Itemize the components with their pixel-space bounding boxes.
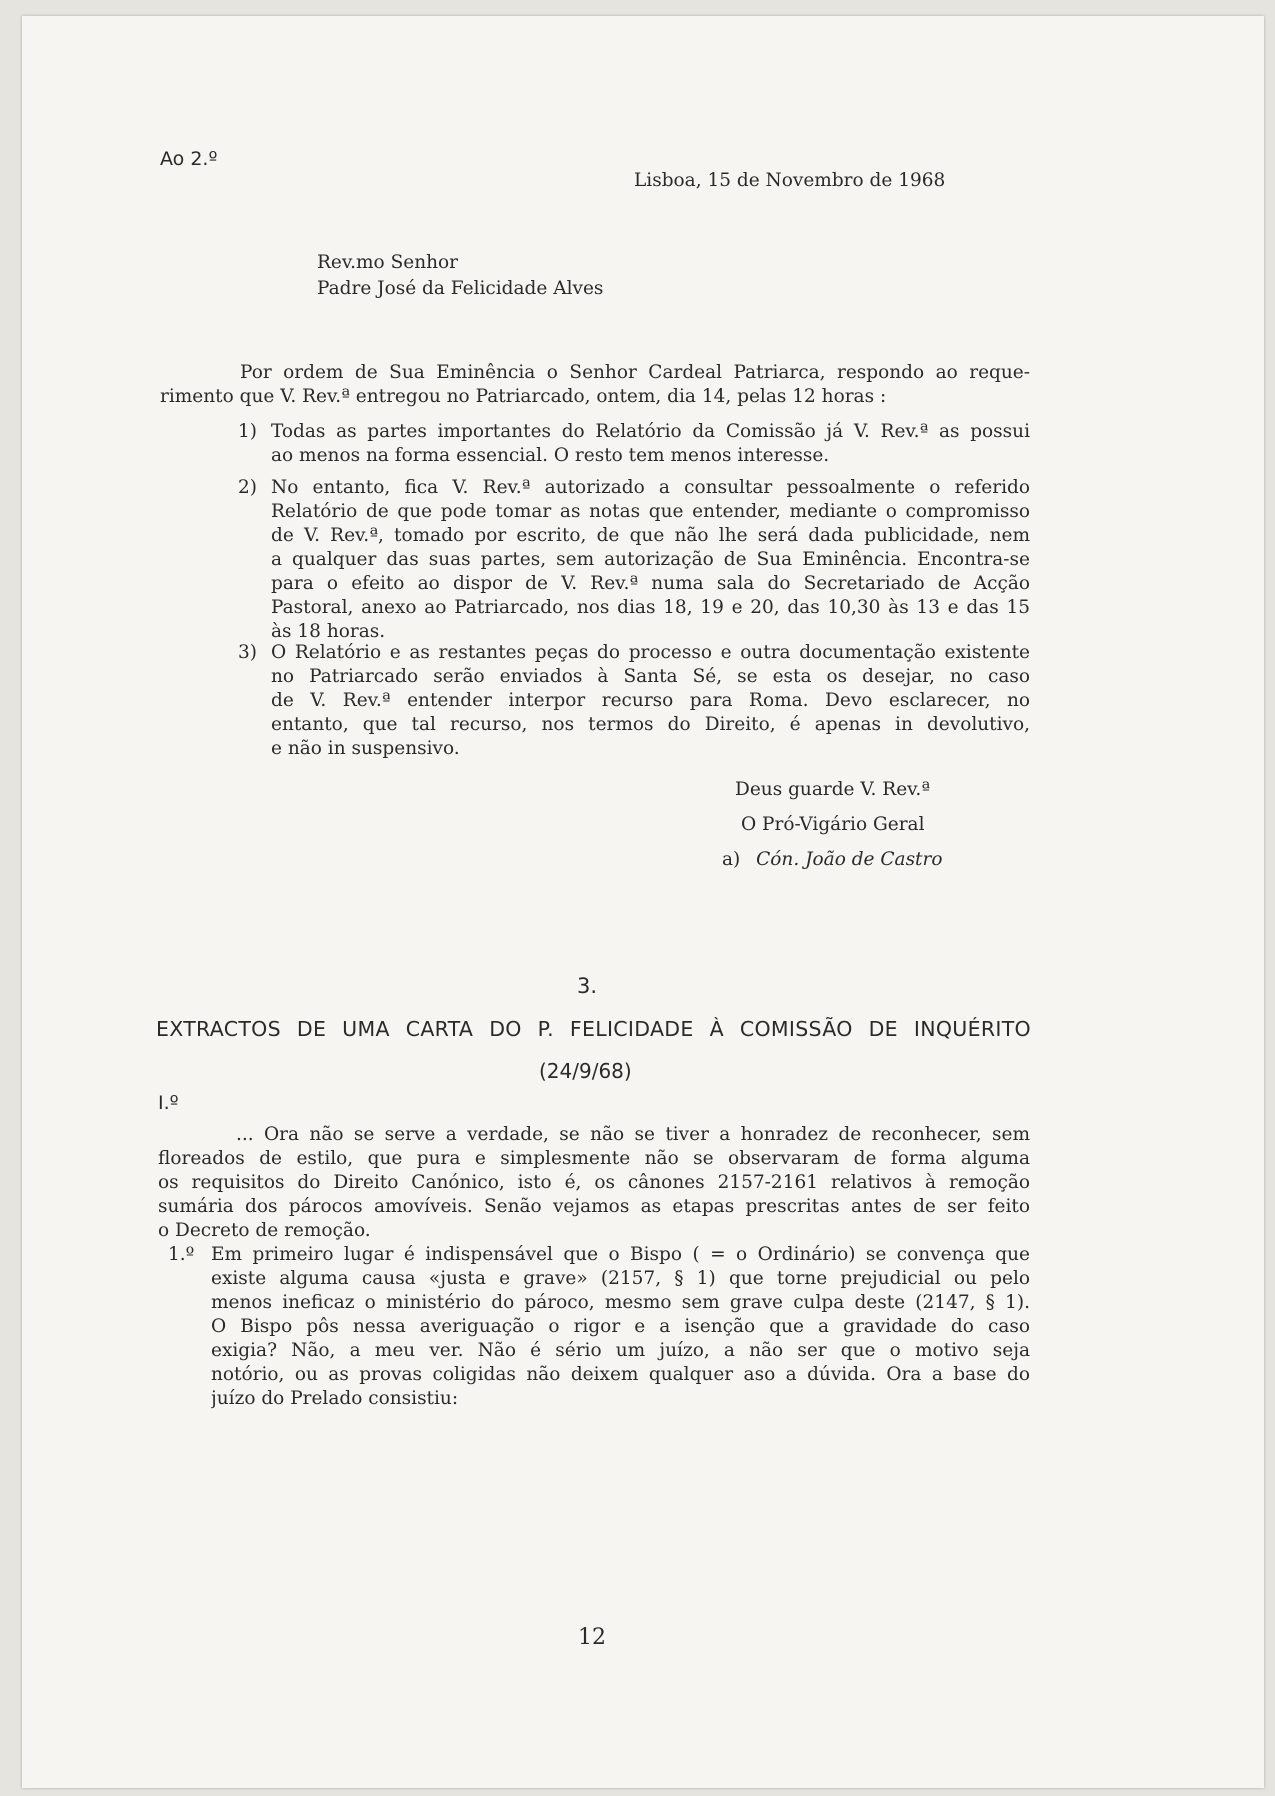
- text-line: no Patriarcado serão enviados à Santa Sé, se esta os desejar, no caso: [271, 666, 1030, 687]
- text-line: floreados de estilo, que pura e simplesmente não se observaram de forma alguma: [158, 1148, 1030, 1169]
- signature-prefix: a): [722, 849, 741, 870]
- section-paragraph: [158, 1123, 1030, 1243]
- text-line: Em primeiro lugar é indispensável que o Bispo ( = o Ordinário) se convença que: [211, 1244, 1030, 1265]
- text-line: a qualquer das suas partes, sem autorização de Sua Eminência. Encontra-se: [271, 549, 1030, 570]
- letter-intro: [160, 361, 1030, 409]
- text-line: entanto, que tal recurso, nos termos do Direito, é apenas in devolutivo,: [271, 714, 1030, 735]
- section-number: 3.: [577, 974, 598, 998]
- addressee-line1: Rev.mo Senhor: [317, 252, 459, 273]
- text-line: de V. Rev.ª entender interpor recurso para Roma. Devo esclarecer, no: [271, 690, 1030, 711]
- text-line: Relatório de que pode tomar as notas que entender, mediante o compromisso: [271, 501, 1030, 522]
- text-line: ao menos na forma essencial. O resto tem menos interesse.: [271, 445, 830, 466]
- addressee-line2: Padre José da Felicidade Alves: [317, 278, 604, 299]
- closing-line1: Deus guarde V. Rev.ª: [735, 779, 931, 800]
- text-line: O Bispo pôs nessa averiguação o rigor e a isenção que a gravidade do caso: [211, 1316, 1030, 1337]
- closing-line2: O Pró-Vigário Geral: [741, 814, 925, 835]
- text-line: ... Ora não se serve a verdade, se não se tiver a honradez de reconhecer, sem: [236, 1124, 1030, 1145]
- section-item-1: [211, 1243, 1030, 1411]
- section-title: EXTRACTOS DE UMA CARTA DO P. FELICIDADE À COMISSÃO DE INQUÉRITO: [156, 1017, 1031, 1041]
- text-line: sumária dos párocos amovíveis. Senão vejamos as etapas prescritas antes de ser feito: [158, 1196, 1030, 1217]
- ao-marker: Ao 2.º: [160, 148, 218, 170]
- section-date: (24/9/68): [539, 1059, 632, 1083]
- text-line: O Relatório e as restantes peças do processo e outra documentação existente: [271, 642, 1030, 663]
- text-line: para o efeito ao dispor de V. Rev.ª numa sala do Secretariado de Acção: [271, 573, 1030, 594]
- text-line: juízo do Prelado consistiu:: [211, 1388, 459, 1409]
- text-line: às 18 horas.: [271, 621, 386, 642]
- item-number: 1.º: [168, 1244, 195, 1265]
- document-page: [22, 16, 1264, 1788]
- letter-item-2: [271, 476, 1030, 644]
- text-line: notório, ou as provas coligidas não deixem qualquer aso a dúvida. Ora a base do: [211, 1364, 1030, 1385]
- text-line: existe alguma causa «justa e grave» (2157, § 1) que torne prejudicial ou pelo: [211, 1268, 1030, 1289]
- item-number: 2): [238, 477, 257, 498]
- text-line: menos ineficaz o ministério do pároco, mesmo sem grave culpa deste (2147, § 1).: [211, 1292, 1030, 1313]
- item-number: 3): [238, 642, 257, 663]
- item-number: 1): [238, 421, 257, 442]
- text-line: exigia? Não, a meu ver. Não é sério um juízo, a não ser que o motivo seja: [211, 1340, 1030, 1361]
- place-date: Lisboa, 15 de Novembro de 1968: [634, 170, 946, 191]
- text-line: Por ordem de Sua Eminência o Senhor Cardeal Patriarca, respondo ao reque-: [240, 362, 1030, 383]
- text-line: Pastoral, anexo ao Patriarcado, nos dias 18, 19 e 20, das 10,30 às 13 e das 15: [271, 597, 1030, 618]
- page-number: 12: [578, 1625, 606, 1650]
- text-line: rimento que V. Rev.ª entregou no Patriarcado, ontem, dia 14, pelas 12 horas :: [160, 386, 887, 407]
- letter-item-1: [271, 420, 1030, 468]
- text-line: e não in suspensivo.: [271, 738, 460, 759]
- text-line: de V. Rev.ª, tomado por escrito, de que não lhe será dada publicidade, nem: [271, 525, 1030, 546]
- text-line: os requisitos do Direito Canónico, isto é, os cânones 2157-2161 relativos à remoção: [158, 1172, 1030, 1193]
- text-line: o Decreto de remoção.: [158, 1220, 371, 1241]
- text-line: Todas as partes importantes do Relatório da Comissão já V. Rev.ª as possui: [271, 421, 1030, 442]
- signature-name: Cón. João de Castro: [756, 849, 943, 870]
- letter-item-3: [271, 641, 1030, 761]
- part-label: I.º: [158, 1092, 179, 1114]
- signature: [722, 848, 942, 872]
- text-line: No entanto, fica V. Rev.ª autorizado a consultar pessoalmente o referido: [271, 477, 1030, 498]
